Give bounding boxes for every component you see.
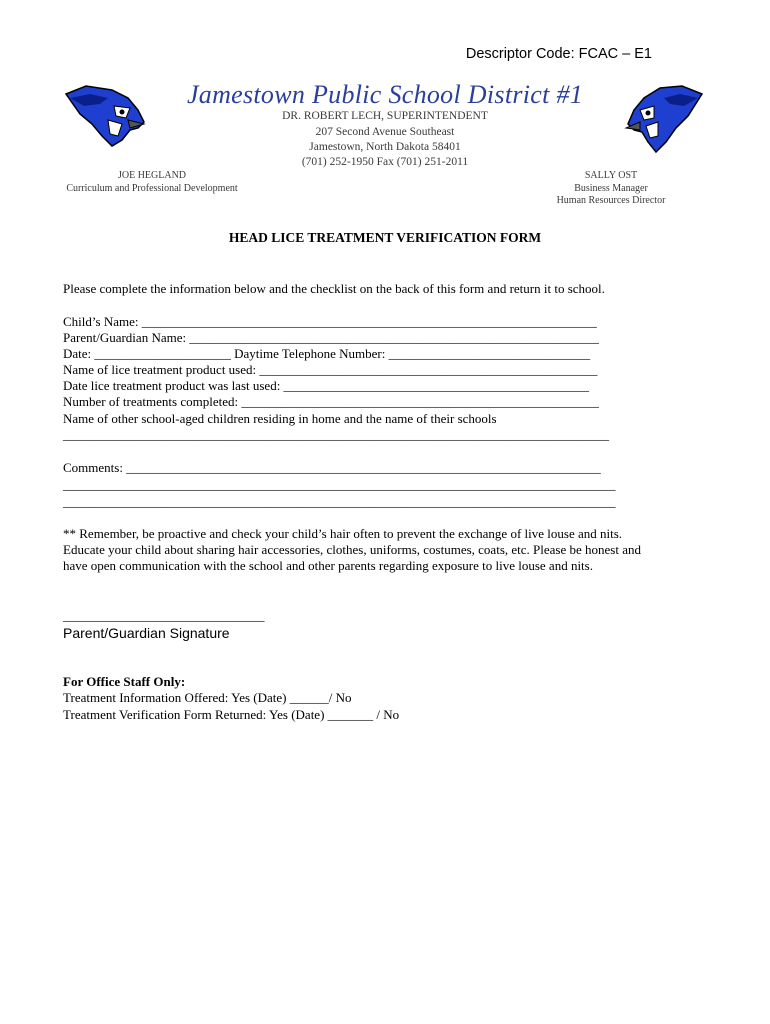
address-line-2: Jamestown, North Dakota 58401 [309, 141, 461, 153]
comments-line-2[interactable]: _____________________________________________________________________________________ [63, 477, 616, 492]
right-contact-title-2: Human Resources Director [556, 195, 666, 206]
right-contact-title-1: Business Manager [574, 182, 648, 194]
signature-line[interactable]: _______________________________ [63, 608, 265, 623]
comments-line-3[interactable]: _____________________________________________________________________________________ [63, 494, 616, 509]
reminder-line-1: ** Remember, be proactive and check your child’s hair often to prevent the exchange of live louse and nits. [63, 526, 623, 541]
right-contact-name: SALLY OST [584, 170, 638, 181]
office-heading: For Office Staff Only: [63, 674, 186, 689]
reminder-line-2: Educate your child about sharing hair accessories, clothes, uniforms, costumes, coats, etc. Please be honest and [63, 542, 641, 557]
right-contact [548, 170, 674, 208]
field-product-used[interactable]: Name of lice treatment product used: ____________________________________________________ [63, 362, 598, 377]
instructions: Please complete the information below and the checklist on the back of this form and return it to school. [63, 281, 605, 296]
office-line-1: Treatment Information Offered: Yes (Date) ______/ No [63, 690, 352, 705]
field-date-phone[interactable]: Date: _____________________ Daytime Telephone Number: _______________________________ [63, 346, 591, 361]
field-last-used-date[interactable]: Date lice treatment product was last used: _______________________________________________ [63, 378, 590, 393]
signature-label: Parent/Guardian Signature [63, 625, 230, 641]
field-child-name[interactable]: Child’s Name: ______________________________________________________________________ [63, 314, 597, 329]
left-contact [64, 170, 240, 195]
reminder-line-3: have open communication with the school and other parents regarding exposure to live louse and nits. [63, 558, 593, 573]
address-line-1: 207 Second Avenue Southeast [315, 126, 455, 138]
field-treatments-completed[interactable]: Number of treatments completed: _______________________________________________________ [63, 394, 599, 409]
district-name: Jamestown Public School District #1 [186, 80, 584, 109]
left-contact-title: Curriculum and Professional Development [66, 182, 238, 194]
descriptor-code: Descriptor Code: FCAC – E1 [465, 46, 652, 62]
comments-line-1[interactable]: Comments: _________________________________________________________________________ [63, 460, 601, 475]
field-other-children-label: Name of other school-aged children residing in home and the name of their schools [63, 411, 497, 426]
form-title: HEAD LICE TREATMENT VERIFICATION FORM [228, 230, 542, 245]
field-parent-name[interactable]: Parent/Guardian Name: _______________________________________________________________ [63, 330, 599, 345]
superintendent: DR. ROBERT LECH, SUPERINTENDENT [282, 110, 488, 122]
phone-fax: (701) 252-1950 Fax (701) 251-2011 [301, 156, 469, 168]
office-line-2: Treatment Verification Form Returned: Yes (Date) _______ / No [63, 707, 400, 722]
field-other-children-line[interactable]: ____________________________________________________________________________________ [63, 427, 609, 442]
left-contact-name: JOE HEGLAND [117, 170, 187, 181]
